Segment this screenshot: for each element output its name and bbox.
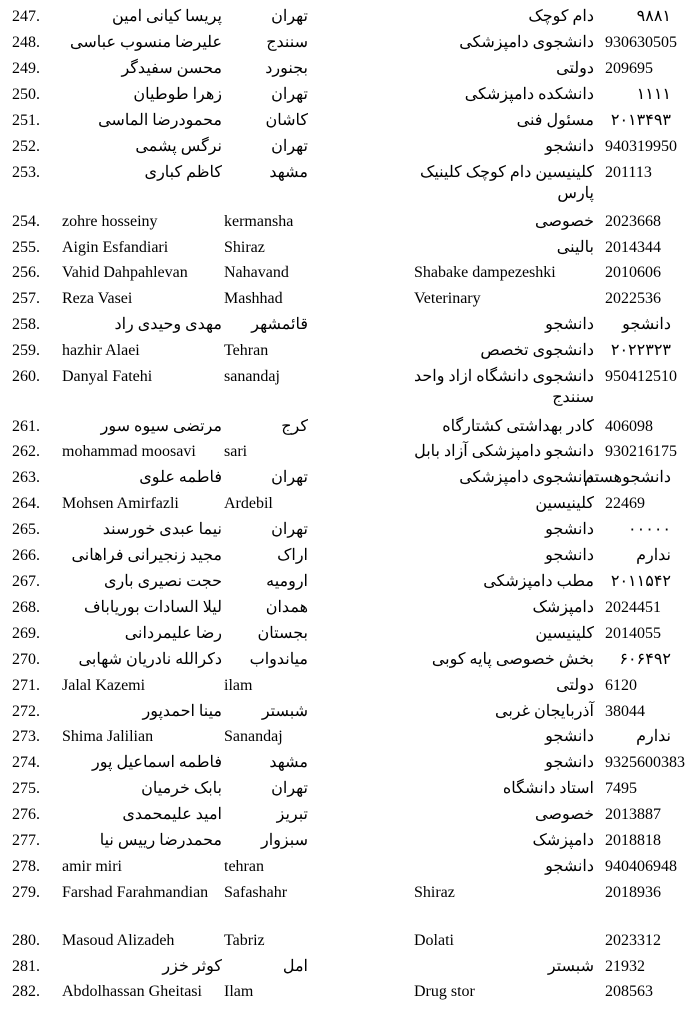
code-number: دانشجوهستم (583, 469, 671, 486)
occupation: دانشجو دامپزشکی آزاد بابل (414, 443, 594, 460)
person-name: Shima Jalilian (62, 728, 154, 745)
occupation: دانشجوی دامپزشکی (459, 34, 594, 51)
person-name: امید علیمحمدی (122, 806, 222, 823)
code-number: 22469 (605, 495, 645, 512)
occupation: دانشکده دامپزشکی (464, 86, 594, 103)
city: سبزوار (261, 832, 308, 849)
code-number: 2024451 (605, 599, 661, 616)
city: امل (282, 958, 308, 975)
code-number: 2014344 (605, 239, 661, 256)
occupation: دانشجو (545, 858, 594, 875)
row-number: 281. (12, 958, 40, 975)
row-number: 267. (12, 573, 40, 590)
occupation: دانشجو (545, 547, 594, 564)
row-number: 260. (12, 368, 40, 385)
row-number: 274. (12, 754, 40, 771)
occupation: آذربایجان غربی (494, 703, 594, 720)
occupation: بالینی (556, 239, 594, 256)
occupation: دولتی (556, 60, 594, 77)
row-number: 261. (12, 418, 40, 435)
city: kermansha (224, 213, 294, 230)
occupation: خصوصی (535, 213, 594, 230)
occupation: Dolati (414, 932, 454, 949)
occupation: دانشجوی دانشگاه ازاد واحد سنندج (413, 368, 594, 406)
person-name: mohammad moosavi (62, 443, 196, 460)
row-number: 250. (12, 86, 40, 103)
row-number: 272. (12, 703, 40, 720)
person-name: بابک خرمیان (141, 780, 222, 797)
occupation: دانشجوی دامپزشکی (459, 469, 594, 486)
code-number: 201113 (605, 164, 652, 181)
person-name: Reza Vasei (62, 290, 133, 307)
code-number: 2010606 (605, 264, 661, 281)
city: بجنورد (265, 60, 308, 77)
city: اراک (277, 547, 308, 564)
code-number: دانشجو (622, 316, 671, 333)
row-number: 258. (12, 316, 40, 333)
person-name: Mohsen Amirfazli (62, 495, 179, 512)
person-name: علیرضا منسوب عباسی (70, 34, 222, 51)
row-number: 251. (12, 112, 40, 129)
city: Shiraz (224, 239, 265, 256)
row-number: 270. (12, 651, 40, 668)
person-name: فاطمه اسماعیل پور (92, 754, 222, 771)
row-number: 259. (12, 342, 40, 359)
code-number: 2023312 (605, 932, 661, 949)
row-number: 280. (12, 932, 40, 949)
person-name: رضا علیمردانی (124, 625, 222, 642)
city: Tabriz (224, 932, 265, 949)
person-name: کوثر خزر (162, 958, 222, 975)
city: tehran (224, 858, 264, 875)
occupation: کلینیسین (535, 495, 594, 512)
occupation: دانشجو (545, 138, 594, 155)
code-number: ندارم (636, 547, 671, 564)
person-name: مرتضی سیوه سور (100, 418, 222, 435)
occupation: کادر بهداشتی کشتارگاه (442, 418, 594, 435)
occupation: بخش خصوصی پایه کوبی (431, 651, 594, 668)
row-number: 276. (12, 806, 40, 823)
code-number: ۶۰۶۴۹۲ (619, 651, 671, 668)
person-name: زهرا طوطیان (133, 86, 222, 103)
city: بجستان (257, 625, 308, 642)
code-number: 9325600383 (605, 754, 685, 771)
city: قائمشهر (251, 316, 308, 333)
code-number: ۲۰۱۱۵۴۲ (610, 573, 671, 590)
person-name: zohre hosseiny (62, 213, 158, 230)
person-name: دکرالله نادریان شهابی (78, 651, 222, 668)
code-number: 2013887 (605, 806, 661, 823)
row-number: 282. (12, 983, 40, 1000)
city: Sanandaj (224, 728, 283, 745)
city: Mashhad (224, 290, 283, 307)
person-name: مهدی وحیدی راد (114, 316, 222, 333)
code-number: 208563 (605, 983, 653, 1000)
code-number: ۰۰۰۰۰ (628, 521, 671, 538)
person-name: محمودرضا الماسی (98, 112, 222, 129)
person-name: مجید زنجیرانی فراهانی (71, 547, 222, 564)
city: مشهد (269, 754, 308, 771)
code-number: 2022536 (605, 290, 661, 307)
city: تهران (271, 521, 308, 538)
occupation: دانشجو (545, 728, 594, 745)
row-number: 279. (12, 884, 40, 901)
row-number: 265. (12, 521, 40, 538)
person-name: Danyal Fatehi (62, 368, 153, 385)
row-number: 268. (12, 599, 40, 616)
occupation: دامپزشک (532, 599, 594, 616)
code-number: 2023668 (605, 213, 661, 230)
person-name: hazhir Alaei (62, 342, 140, 359)
city: sanandaj (224, 368, 280, 385)
person-name: فاطمه علوی (139, 469, 222, 486)
city: کاشان (265, 112, 308, 129)
occupation: Veterinary (414, 290, 481, 307)
city: Tehran (224, 342, 269, 359)
city: تهران (271, 138, 308, 155)
person-name: نیما عبدی خورسند (102, 521, 222, 538)
row-number: 247. (12, 8, 40, 25)
code-number: 950412510 (605, 368, 677, 385)
code-number: 406098 (605, 418, 653, 435)
person-name: پریسا کیانی امین (111, 8, 222, 25)
person-name: محسن سفیدگر (121, 60, 222, 77)
row-number: 275. (12, 780, 40, 797)
row-number: 278. (12, 858, 40, 875)
person-name: لیلا السادات بوریاباف (83, 599, 222, 616)
code-number: 940319950 (605, 138, 677, 155)
row-number: 257. (12, 290, 40, 307)
city: سنندج (266, 34, 308, 51)
code-number: ۹۸۸۱ (636, 8, 671, 25)
person-name: نرگس پشمی (135, 138, 222, 155)
code-number: ۲۰۲۲۳۲۳ (610, 342, 671, 359)
code-number: 2014055 (605, 625, 661, 642)
city: همدان (265, 599, 308, 616)
person-name: Farshad Farahmandian (62, 884, 209, 901)
city: sari (224, 443, 248, 460)
occupation: دانشجو (545, 754, 594, 771)
occupation: دام کوچک (528, 8, 594, 25)
city: تبریز (276, 806, 308, 823)
row-number: 254. (12, 213, 40, 230)
row-number: 253. (12, 164, 40, 181)
code-number: ۲۰۱۳۴۹۳ (610, 112, 671, 129)
row-number: 269. (12, 625, 40, 642)
city: میاندواب (249, 651, 308, 668)
person-name: amir miri (62, 858, 122, 875)
code-number: 38044 (605, 703, 645, 720)
occupation: Shabake dampezeshki (414, 264, 556, 281)
code-number: 940406948 (605, 858, 677, 875)
person-name: Vahid Dahpahlevan (62, 264, 188, 281)
row-number: 263. (12, 469, 40, 486)
occupation: دانشجوی تخصص (480, 342, 594, 359)
code-number: 6120 (605, 677, 637, 694)
city: تهران (271, 8, 308, 25)
code-number: ۱۱۱۱ (636, 86, 671, 103)
occupation: خصوصی (535, 806, 594, 823)
code-number: 209695 (605, 60, 653, 77)
person-name: کاظم کباری (144, 164, 222, 181)
city: Ardebil (224, 495, 273, 512)
row-number: 252. (12, 138, 40, 155)
city: ilam (224, 677, 253, 694)
code-number: 930630505 (605, 34, 677, 51)
city: شبستر (261, 703, 308, 720)
person-name: Masoud Alizadeh (62, 932, 175, 949)
city: ارومیه (266, 573, 308, 590)
occupation: دانشجو (545, 316, 594, 333)
person-name: محمدرضا رییس نیا (99, 832, 222, 849)
person-name: مینا احمدپور (142, 703, 222, 720)
row-number: 248. (12, 34, 40, 51)
row-number: 255. (12, 239, 40, 256)
city: Nahavand (224, 264, 289, 281)
row-number: 256. (12, 264, 40, 281)
row-number: 271. (12, 677, 40, 694)
occupation: Drug stor (414, 983, 475, 1000)
occupation: Shiraz (414, 884, 455, 901)
person-name: حجت نصیری باری (103, 573, 222, 590)
city: مشهد (269, 164, 308, 181)
code-number: 2018818 (605, 832, 661, 849)
city: Safashahr (224, 884, 288, 901)
row-number: 277. (12, 832, 40, 849)
occupation: دامپزشک (532, 832, 594, 849)
row-number: 266. (12, 547, 40, 564)
occupation: مطب دامپزشکی (483, 573, 594, 590)
row-number: 249. (12, 60, 40, 77)
city: تهران (271, 86, 308, 103)
occupation: دولتی (556, 677, 594, 694)
occupation: کلینیسین دام کوچک کلینیک پارس (420, 164, 594, 202)
occupation: شبستر (547, 958, 594, 975)
city: Ilam (224, 983, 254, 1000)
person-name: Aigin Esfandiari (62, 239, 169, 256)
row-number: 264. (12, 495, 40, 512)
city: کرج (281, 418, 308, 435)
row-number: 273. (12, 728, 40, 745)
occupation: دانشجو (545, 521, 594, 538)
occupation: کلینیسین (535, 625, 594, 642)
code-number: 7495 (605, 780, 637, 797)
row-number: 262. (12, 443, 40, 460)
code-number: 2018936 (605, 884, 661, 901)
person-name: Abdolhassan Gheitasi (62, 983, 202, 1000)
code-number: 21932 (605, 958, 645, 975)
city: تهران (271, 780, 308, 797)
person-name: Jalal Kazemi (62, 677, 146, 694)
occupation: استاد دانشگاه (502, 780, 594, 797)
code-number: ندارم (636, 728, 671, 745)
occupation: مسئول فنی (516, 112, 594, 129)
city: تهران (271, 469, 308, 486)
code-number: 930216175 (605, 443, 677, 460)
